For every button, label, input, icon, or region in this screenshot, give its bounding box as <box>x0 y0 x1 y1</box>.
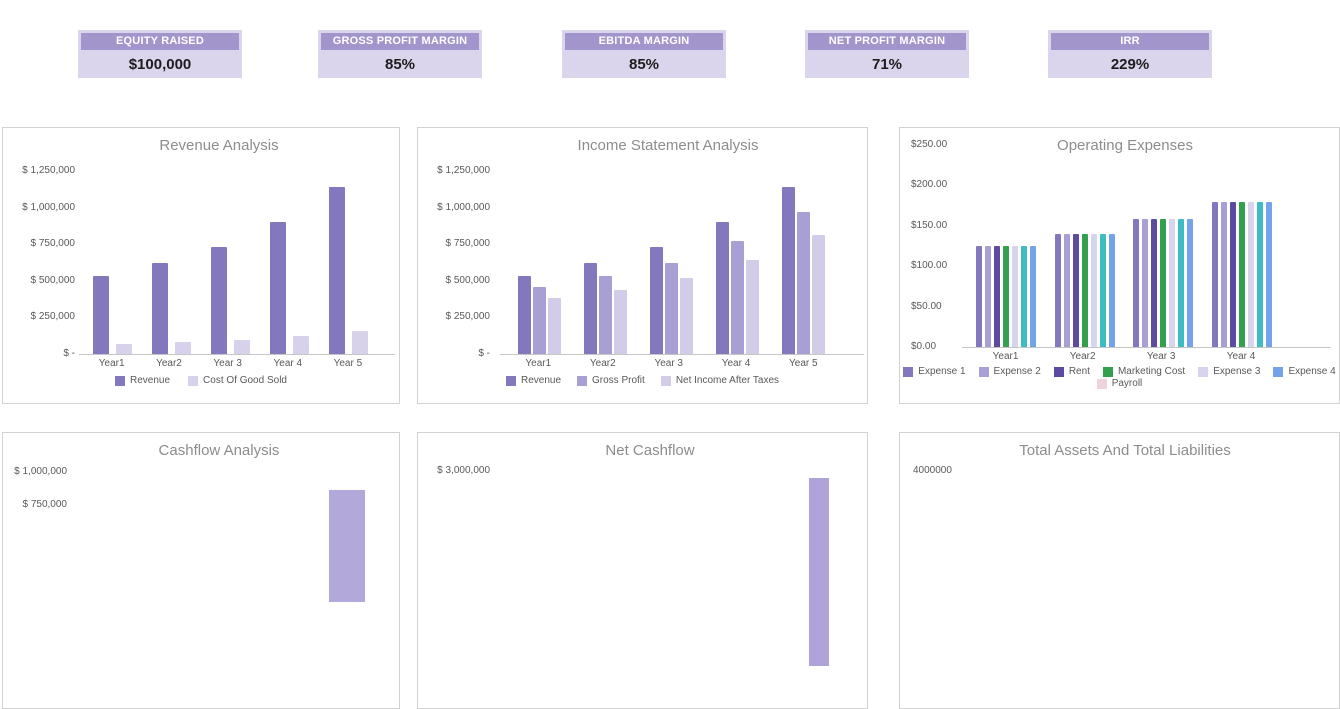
x-axis-label: Year2 <box>1069 351 1096 362</box>
bar-revenue <box>152 263 168 354</box>
bar-marketing-cost <box>1160 219 1166 347</box>
bar-expense-3 <box>1012 246 1018 347</box>
bar-revenue <box>211 247 227 354</box>
bar-rent <box>1151 219 1157 347</box>
x-axis-labels <box>967 351 1281 362</box>
legend-label: Expense 2 <box>993 366 1041 377</box>
y-tick-label: $200.00 <box>911 179 948 191</box>
bar-group <box>782 187 825 354</box>
bar-group <box>1212 202 1272 347</box>
legend-label: Expense 3 <box>1213 366 1261 377</box>
legend-label: Gross Profit <box>592 375 645 386</box>
x-axis-line <box>962 347 1331 348</box>
kpi-gross-profit-margin[interactable] <box>318 30 482 78</box>
x-axis-label: Year 3 <box>654 358 683 369</box>
bar-payroll <box>1109 234 1115 347</box>
bar-payroll <box>1030 246 1036 347</box>
y-tick-label: $ 750,000 <box>30 238 75 250</box>
legend-item <box>1198 366 1260 377</box>
x-axis-label: Year 5 <box>789 358 818 369</box>
x-axis-label: Year 3 <box>213 358 242 369</box>
legend-item <box>577 375 645 386</box>
kpi-header: EQUITY RAISED <box>81 33 239 50</box>
y-tick-label: $ 750,000 <box>22 498 67 510</box>
legend-label: Expense 1 <box>918 366 966 377</box>
legend-swatch <box>1054 367 1064 377</box>
y-tick-label: $0.00 <box>911 341 937 352</box>
bar-group <box>211 247 250 354</box>
x-axis-label: Year2 <box>156 358 182 369</box>
x-axis-label: Year1 <box>992 351 1019 362</box>
y-tick-label: $ 1,000,000 <box>14 466 67 477</box>
bar-group <box>518 276 561 354</box>
bar-group <box>1055 234 1115 347</box>
legend-item <box>115 375 170 386</box>
bar-cost-of-good-sold <box>175 342 191 354</box>
legend-label: Payroll <box>1111 378 1143 389</box>
plot-area <box>83 171 378 354</box>
bar-year-5 <box>809 478 829 667</box>
legend-item <box>1054 366 1090 377</box>
bar-gross-profit <box>731 241 744 354</box>
bar-marketing-cost <box>1082 234 1088 347</box>
legend-label: Rent <box>1068 366 1090 377</box>
chart-revenue-analysis[interactable] <box>2 127 400 404</box>
y-tick-label: $250.00 <box>911 139 948 150</box>
bar-expense-2 <box>985 246 991 347</box>
bar-revenue <box>782 187 795 354</box>
legend <box>7 375 395 386</box>
kpi-value: 85% <box>384 55 416 73</box>
x-axis-label: Year 3 <box>1146 351 1176 362</box>
bar-revenue <box>650 247 663 354</box>
x-axis-label: Year 4 <box>721 358 751 369</box>
bar-expense-1 <box>1212 202 1218 347</box>
plot-area <box>967 145 1281 347</box>
bar-expense-4 <box>1100 234 1106 347</box>
chart-income-statement-analysis[interactable] <box>417 127 868 404</box>
bar-group <box>93 276 132 354</box>
y-tick-label: $150.00 <box>911 219 948 231</box>
bar-revenue <box>270 222 286 354</box>
kpi-header: IRR <box>1051 33 1209 50</box>
bar-expense-4 <box>1257 202 1263 347</box>
legend-swatch <box>188 376 198 386</box>
y-tick-label: $ - <box>478 348 490 359</box>
bar-expense-2 <box>1221 202 1227 347</box>
bar-group <box>152 263 191 354</box>
legend-swatch <box>1273 367 1283 377</box>
x-axis-label: Year 4 <box>1226 351 1256 362</box>
bar-cost-of-good-sold <box>116 344 132 354</box>
y-tick-label: $ 750,000 <box>445 238 490 250</box>
legend-item <box>903 366 965 377</box>
kpi-equity-raised[interactable] <box>78 30 242 78</box>
legend-label: Net Income After Taxes <box>675 375 780 386</box>
kpi-value: 85% <box>628 55 660 73</box>
legend-swatch <box>903 367 913 377</box>
chart-total-assets-and-total-liabilities[interactable] <box>899 432 1340 709</box>
legend-label: Revenue <box>130 375 171 386</box>
y-tick-label: $ 1,250,000 <box>22 165 75 176</box>
kpi-header: GROSS PROFIT MARGIN <box>321 33 479 50</box>
bar-net-income-after-taxes <box>548 298 561 354</box>
bar-group <box>976 246 1036 347</box>
legend-label: Revenue <box>520 375 562 386</box>
legend-item <box>1273 366 1335 377</box>
bar-group <box>650 247 693 354</box>
y-tick-label: $ 1,000,000 <box>437 201 490 213</box>
x-axis-label: Year2 <box>589 358 616 369</box>
bar-expense-1 <box>1133 219 1139 347</box>
x-axis-line <box>500 354 864 355</box>
chart-title: Operating Expenses <box>1057 137 1193 154</box>
bar-gross-profit <box>533 287 546 354</box>
bar-payroll <box>1187 219 1193 347</box>
bar-expense-3 <box>1248 202 1254 347</box>
legend-swatch <box>115 376 125 386</box>
y-tick-label: $ 500,000 <box>30 274 75 286</box>
legend-swatch <box>1103 367 1113 377</box>
bar-rent <box>994 246 1000 347</box>
chart-title: Net Cashflow <box>605 442 695 459</box>
legend-swatch <box>577 376 587 386</box>
y-tick-label: $ - <box>63 348 75 359</box>
legend-swatch <box>1198 367 1208 377</box>
x-axis-label: Year 4 <box>273 358 303 369</box>
x-axis-label: Year1 <box>525 358 552 369</box>
x-axis-labels <box>83 358 378 369</box>
y-tick-label: 4000000 <box>913 465 952 476</box>
chart-cashflow-analysis[interactable] <box>2 432 400 709</box>
bar-group <box>270 222 309 354</box>
bar-net-income-after-taxes <box>812 235 825 354</box>
bar-group <box>716 222 759 354</box>
bar-marketing-cost <box>1003 246 1009 347</box>
x-axis-label: Year1 <box>98 358 125 369</box>
chart-title: Income Statement Analysis <box>577 137 759 154</box>
bar-gross-profit <box>665 263 678 354</box>
bar-expense-1 <box>976 246 982 347</box>
bar-payroll <box>1266 202 1272 347</box>
bar-expense-4 <box>1178 219 1184 347</box>
chart-title: Revenue Analysis <box>159 137 279 154</box>
kpi-value: 229% <box>1110 55 1150 73</box>
legend-item <box>1103 366 1185 377</box>
legend-item <box>188 375 287 386</box>
legend-item <box>661 375 779 386</box>
bar-expense-2 <box>1142 219 1148 347</box>
bar-group <box>584 263 627 354</box>
y-tick-label: $ 250,000 <box>445 311 490 323</box>
x-axis-label: Year 5 <box>333 358 363 369</box>
bar-year-5 <box>329 490 365 602</box>
kpi-net-profit-margin[interactable] <box>805 30 969 78</box>
y-tick-label: $ 3,000,000 <box>437 465 490 476</box>
bar-expense-1 <box>1055 234 1061 347</box>
legend <box>422 375 863 386</box>
plot-area <box>506 171 837 354</box>
bar-expense-4 <box>1021 246 1027 347</box>
legend-swatch <box>979 367 989 377</box>
bar-revenue <box>93 276 109 354</box>
bar-group <box>1133 219 1193 347</box>
kpi-ebitda-margin[interactable] <box>562 30 726 78</box>
kpi-irr[interactable] <box>1048 30 1212 78</box>
legend-swatch <box>506 376 516 386</box>
bar-rent <box>1073 234 1079 347</box>
legend-item <box>506 375 561 386</box>
bar-revenue <box>329 187 345 354</box>
bar-revenue <box>584 263 597 354</box>
bar-cost-of-good-sold <box>352 331 368 354</box>
bar-rent <box>1230 202 1236 347</box>
y-tick-label: $ 1,000,000 <box>22 201 75 213</box>
kpi-header: EBITDA MARGIN <box>565 33 723 50</box>
bar-net-income-after-taxes <box>680 278 693 354</box>
chart-net-cashflow[interactable] <box>417 432 868 709</box>
bar-expense-2 <box>1064 234 1070 347</box>
bar-expense-3 <box>1091 234 1097 347</box>
bar-net-income-after-taxes <box>746 260 759 354</box>
kpi-header: NET PROFIT MARGIN <box>808 33 966 50</box>
y-tick-label: $ 500,000 <box>445 274 490 286</box>
bar-net-income-after-taxes <box>614 290 627 354</box>
legend <box>902 366 1337 389</box>
legend-item <box>1097 378 1143 389</box>
x-axis-line <box>79 354 395 355</box>
legend-label: Marketing Cost <box>1117 366 1186 377</box>
bar-cost-of-good-sold <box>234 340 250 354</box>
kpi-value: 71% <box>871 55 903 73</box>
y-tick-label: $ 1,250,000 <box>437 165 490 176</box>
legend-item <box>979 366 1041 377</box>
bar-revenue <box>518 276 531 354</box>
bar-expense-3 <box>1169 219 1175 347</box>
y-tick-label: $100.00 <box>911 260 948 272</box>
chart-title: Total Assets And Total Liabilities <box>1019 442 1231 459</box>
bar-gross-profit <box>797 212 810 354</box>
legend-swatch <box>1097 379 1107 389</box>
bar-gross-profit <box>599 276 612 354</box>
bar-cost-of-good-sold <box>293 336 309 354</box>
bar-marketing-cost <box>1239 202 1245 347</box>
x-axis-labels <box>506 358 837 369</box>
y-tick-label: $50.00 <box>911 300 942 312</box>
legend-label: Cost Of Good Sold <box>203 375 287 386</box>
legend-swatch <box>661 376 671 386</box>
bar-group <box>329 187 368 354</box>
bar-revenue <box>716 222 729 354</box>
y-tick-label: $ 250,000 <box>30 311 75 323</box>
chart-title: Cashflow Analysis <box>158 442 280 459</box>
chart-operating-expenses[interactable] <box>899 127 1340 404</box>
kpi-value: $100,000 <box>128 55 192 73</box>
legend-label: Expense 4 <box>1288 366 1336 377</box>
